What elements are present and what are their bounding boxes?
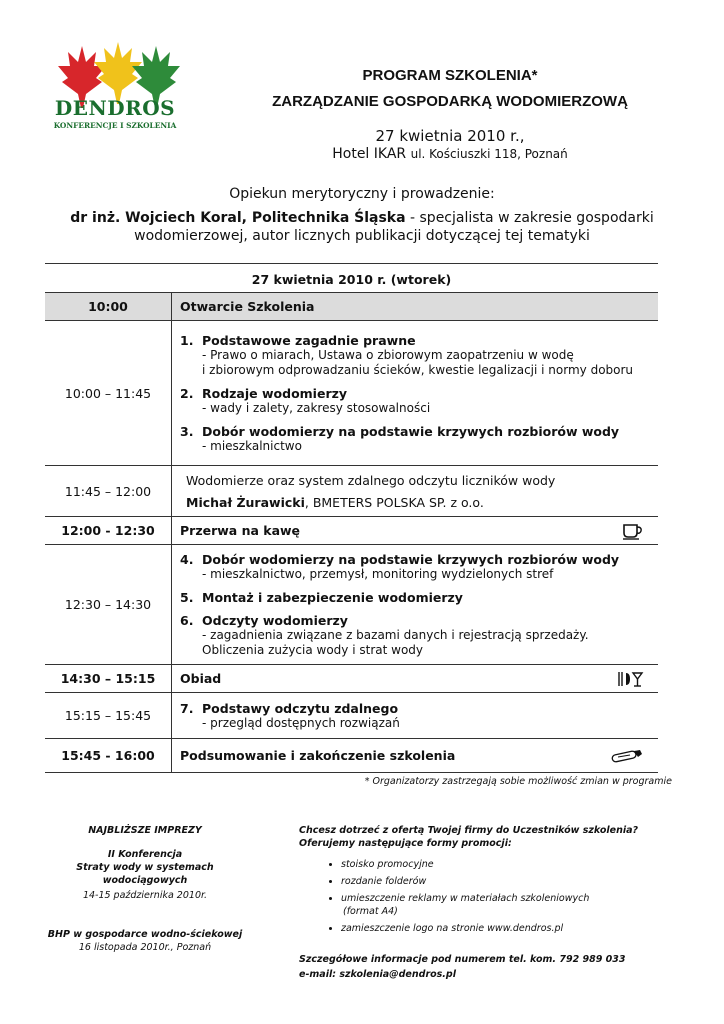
event-title: Straty wody w systemach wodociągowych <box>76 862 214 886</box>
row-content <box>172 665 659 693</box>
row-time: 12:00 - 12:30 <box>45 517 172 545</box>
talk-speaker <box>186 494 658 511</box>
coffee-cup-icon <box>622 522 644 540</box>
item-detail: - przegląd dostępnych rozwiązań <box>202 715 400 730</box>
program-subject: ZARZĄDZANIE GOSPODARKĄ WODOMIERZOWĄ <box>272 93 628 110</box>
promo-list <box>299 858 679 935</box>
events-heading: NAJBLIŻSZE IMPREZY <box>88 825 202 836</box>
row-content <box>172 545 659 665</box>
upcoming-events <box>40 824 250 954</box>
list-item-continuation: (format A4) <box>343 906 398 917</box>
list-item <box>180 333 658 378</box>
item-detail: - Prawo o miarach, Ustawa o zbiorowym zaopatrzeniu w wodę <box>202 347 574 362</box>
schedule-day: 27 kwietnia 2010 r. (wtorek) <box>251 272 452 287</box>
list-item <box>180 613 658 658</box>
item-detail: - mieszkalnictwo <box>202 438 302 453</box>
list-item: • umieszczenie reklamy w materiałach szkoleniowych <box>341 892 679 905</box>
schedule-table <box>45 292 658 773</box>
item-number: 5. <box>180 589 194 605</box>
dinner-icon <box>616 670 644 688</box>
list-item: • rozdanie folderów <box>341 875 679 888</box>
event-date: 27 kwietnia 2010 r., <box>375 127 525 145</box>
list-item <box>180 590 658 605</box>
list-item <box>180 552 658 582</box>
divider <box>45 263 658 264</box>
item-number: 1. <box>180 332 194 348</box>
item-number: 6. <box>180 612 194 628</box>
item-number: 7. <box>180 700 194 716</box>
row-time: 14:30 – 15:15 <box>45 665 172 693</box>
table-row <box>45 466 658 517</box>
event-date: 16 listopada 2010r., Poznań <box>78 942 212 953</box>
promo-offer <box>299 824 679 981</box>
list-item <box>180 701 658 731</box>
speaker-name: Michał Żurawicki <box>186 494 305 510</box>
logo-name: DENDROS <box>54 96 176 120</box>
row-title: Przerwa na kawę <box>180 523 301 538</box>
table-row <box>45 293 658 321</box>
item-detail: i zbiorowym odprowadzaniu ścieków, kwestie legalizacji i normy doboru <box>202 362 634 377</box>
promo-subheading: Oferujemy następujące formy promocji: <box>299 838 512 849</box>
opiekun-label: Opiekun merytoryczny i prowadzenie: <box>229 186 495 202</box>
program-title: PROGRAM SZKOLENIA* <box>362 67 538 84</box>
row-time: 15:45 - 16:00 <box>45 739 172 773</box>
row-time: 10:00 – 11:45 <box>45 321 172 466</box>
item-title: Podstawowe zagadnie prawne <box>202 332 416 348</box>
venue-address: ul. Kościuszki 118, Poznań <box>410 147 568 161</box>
row-time: 15:15 – 15:45 <box>45 693 172 739</box>
event-title: II Konferencja <box>107 849 183 860</box>
contact-email: e-mail: szkolenia@dendros.pl <box>299 969 456 980</box>
item-detail: Obliczenia zużycia wody i strat wody <box>202 642 423 657</box>
item-title: Podstawy odczytu zdalnego <box>202 700 399 716</box>
item-detail: - wady i zalety, zakresy stosowalności <box>202 400 431 415</box>
item-title: Montaż i zabezpieczenie wodomierzy <box>202 589 463 605</box>
speaker-company: , BMETERS POLSKA SP. z o.o. <box>304 494 484 510</box>
table-row <box>45 517 658 545</box>
item-title: Rodzaje wodomierzy <box>202 385 348 401</box>
item-title: Odczyty wodomierzy <box>202 612 348 628</box>
table-row <box>45 321 658 466</box>
lecturer-description: - specjalista w zakresie gospodarki wodomierzowej, autor licznych publikacji dotyczącej tej tematyki <box>134 210 654 244</box>
row-content <box>172 739 659 773</box>
venue-name: Hotel IKAR <box>332 146 407 162</box>
table-row <box>45 665 658 693</box>
item-title: Dobór wodomierzy na podstawie krzywych rozbiorów wody <box>202 423 620 439</box>
row-content <box>172 693 659 739</box>
event-title: BHP w gospodarce wodno-ściekowej <box>47 929 243 940</box>
row-title: Obiad <box>180 671 222 686</box>
table-row <box>45 739 658 773</box>
list-item <box>180 386 658 416</box>
contact-phone: Szczegółowe informacje pod numerem tel. kom. 792 989 033 <box>299 954 626 965</box>
item-number: 3. <box>180 423 194 439</box>
list-item: • zamieszczenie logo na stronie www.dendros.pl <box>341 922 679 935</box>
logo-subtitle: KONFERENCJE I SZKOLENIA <box>53 121 177 130</box>
list-item <box>180 424 658 454</box>
diploma-icon <box>610 748 644 764</box>
event-date: 14-15 października 2010r. <box>82 890 208 901</box>
talk-title: Wodomierze oraz system zdalnego odczytu liczników wody <box>186 472 556 488</box>
list-item: • stoisko promocyjne <box>341 858 679 871</box>
program-note: * Organizatorzy zastrzegają sobie możliwość zmian w programie <box>364 776 672 787</box>
item-detail: - zagadnienia związane z bazami danych i rejestracją sprzedaży. <box>202 627 589 642</box>
table-row <box>45 693 658 739</box>
row-time: 10:00 <box>45 293 172 321</box>
row-time: 12:30 – 14:30 <box>45 545 172 665</box>
lecturer-info <box>50 209 674 245</box>
event-venue <box>200 146 700 162</box>
item-detail: - mieszkalnictwo, przemysł, monitoring wydzielonych stref <box>202 566 554 581</box>
table-row <box>45 545 658 665</box>
item-title: Dobór wodomierzy na podstawie krzywych rozbiorów wody <box>202 551 620 567</box>
lecturer-name: dr inż. Wojciech Koral, Politechnika Śląska <box>70 210 406 226</box>
row-content <box>172 321 659 466</box>
promo-heading: Chcesz dotrzeć z ofertą Twojej firmy do Uczestników szkolenia? <box>299 825 639 836</box>
row-time: 11:45 – 12:00 <box>45 466 172 517</box>
item-number: 4. <box>180 551 194 567</box>
item-number: 2. <box>180 385 194 401</box>
row-content <box>172 466 659 517</box>
row-title: Podsumowanie i zakończenie szkolenia <box>180 748 456 763</box>
row-content <box>172 517 659 545</box>
row-title: Otwarcie Szkolenia <box>172 293 659 321</box>
